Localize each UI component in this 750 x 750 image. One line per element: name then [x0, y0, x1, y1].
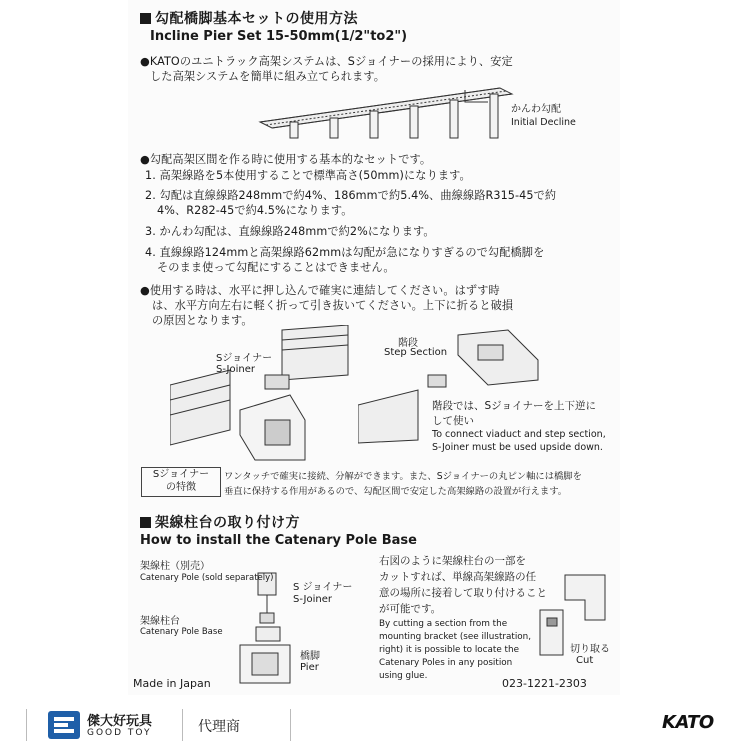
- item-4-line1: 4. 直線線路124mmと高架線路62mmは勾配が急になりすぎるので勾配橋脚を: [145, 246, 545, 259]
- feature-tag-line2: の特徴: [166, 482, 196, 493]
- bullet-usage-line3: の原因となります。: [152, 314, 253, 327]
- agent-label: 代理商: [198, 719, 240, 735]
- product-code: 023-1221-2303: [502, 677, 587, 690]
- sjoiner2-label-en: S-Joiner: [293, 594, 332, 605]
- bullet-usage-line1: ●使用する時は、水平に押し込んで確実に連結してください。はずす時: [140, 284, 500, 297]
- initial-decline-label-ja: かんわ勾配: [511, 104, 561, 115]
- feature-line2: 垂直に保持する作用があるので、勾配区間で安定した高架線路の設置が行えます。: [224, 486, 568, 497]
- footer-divider: [26, 709, 27, 741]
- intro-line2: した高架システムを簡単に組み立てられます。: [150, 70, 386, 83]
- sjoiner-feature-tag: [141, 467, 221, 497]
- pole-label-en: Catenary Pole (sold separately): [140, 573, 274, 583]
- item-2-line2: 4%、R282-45で約4.5%になります。: [157, 204, 353, 217]
- pole-label-ja: 架線柱（別売）: [140, 561, 210, 572]
- section2-title-en: How to install the Catenary Pole Base: [140, 533, 417, 548]
- step-label-ja: 階段: [398, 338, 418, 349]
- sjoiner-label-en: S-Joiner: [216, 364, 255, 375]
- brand-name-ja: 傑大好玩具: [87, 714, 153, 729]
- square-bullet-icon: [140, 517, 151, 528]
- made-in-label: Made in Japan: [133, 677, 211, 690]
- item-1: 1. 高架線路を5本使用することで標準高さ(50mm)になります。: [145, 169, 471, 182]
- base-label-en: Catenary Pole Base: [140, 627, 223, 637]
- footer-divider: [290, 709, 291, 741]
- initial-decline-label-en: Initial Decline: [511, 117, 576, 128]
- intro-line1: ●KATOのユニトラック高架システムは、Sジョイナーの採用により、安定: [140, 55, 513, 68]
- kato-logo: KATO: [662, 712, 714, 733]
- feature-line1: ワンタッチで確実に接続、分解ができます。また、Sジョイナーの丸ピン軸には橋脚を: [224, 471, 582, 482]
- incline-pier-illustration: [250, 80, 520, 150]
- step-note-ja1: 階段では、Sジョイナーを上下逆に: [432, 400, 596, 412]
- brand-name-en: GOOD TOY: [87, 728, 152, 738]
- section1-title-ja: 勾配橋脚基本セットの使用方法: [140, 8, 358, 28]
- right-en-line5: using glue.: [379, 671, 428, 681]
- right-en-line3: right) it is possible to locate the: [379, 645, 519, 655]
- right-ja-line3: 意の場所に接着して取り付けること: [379, 587, 547, 599]
- good-toy-logo-icon: [48, 711, 80, 739]
- right-en-line2: mounting bracket (see illustration,: [379, 632, 532, 642]
- bullet-basic-set: ●勾配高架区間を作る時に使用する基本的なセットです。: [140, 153, 432, 166]
- step-note-en1: To connect viaduct and step section,: [432, 429, 606, 440]
- right-ja-line2: カットすれば、単線高架線路の任: [379, 571, 537, 583]
- right-en-line1: By cutting a section from the: [379, 619, 508, 629]
- sjoiner2-label-ja: S ジョイナー: [293, 582, 353, 593]
- right-en-line4: Catenary Poles in any position: [379, 658, 513, 668]
- step-note-ja2: して使い: [432, 415, 474, 427]
- pier-label-en: Pier: [300, 662, 319, 673]
- pier-label-ja: 橋脚: [300, 651, 320, 662]
- right-ja-line4: が可能です。: [379, 603, 442, 615]
- item-3: 3. かんわ勾配は、直線線路248mmで約2%になります。: [145, 225, 435, 238]
- bullet-usage-line2: は、水平方向左右に軽く折って引き抜いてください。上下に折ると破損: [152, 299, 514, 312]
- section2-title-ja: 架線柱台の取り付け方: [140, 512, 300, 532]
- viaduct-connection-illustration: [170, 325, 350, 465]
- square-bullet-icon: [140, 13, 151, 24]
- section1-title-en: Incline Pier Set 15-50mm(1/2"to2"): [150, 29, 408, 44]
- sjoiner-label-ja: Sジョイナー: [216, 353, 273, 364]
- footer-divider: [182, 709, 183, 741]
- cut-label-ja: 切り取る: [570, 644, 610, 655]
- step-note-en2: S-Joiner must be used upside down.: [432, 442, 603, 453]
- right-ja-line1: 右図のように架線柱台の一部を: [379, 555, 526, 567]
- step-label-en: Step Section: [384, 347, 448, 358]
- base-label-ja: 架線柱台: [140, 616, 180, 627]
- cut-label-en: Cut: [576, 655, 594, 666]
- item-2-line1: 2. 勾配は直線線路248mmで約4%、186mmで約5.4%、曲線線路R315-45で約: [145, 189, 557, 202]
- item-4-line2: そのまま使って勾配にすることはできません。: [157, 261, 395, 274]
- feature-tag-line1: Sジョイナー: [152, 469, 210, 480]
